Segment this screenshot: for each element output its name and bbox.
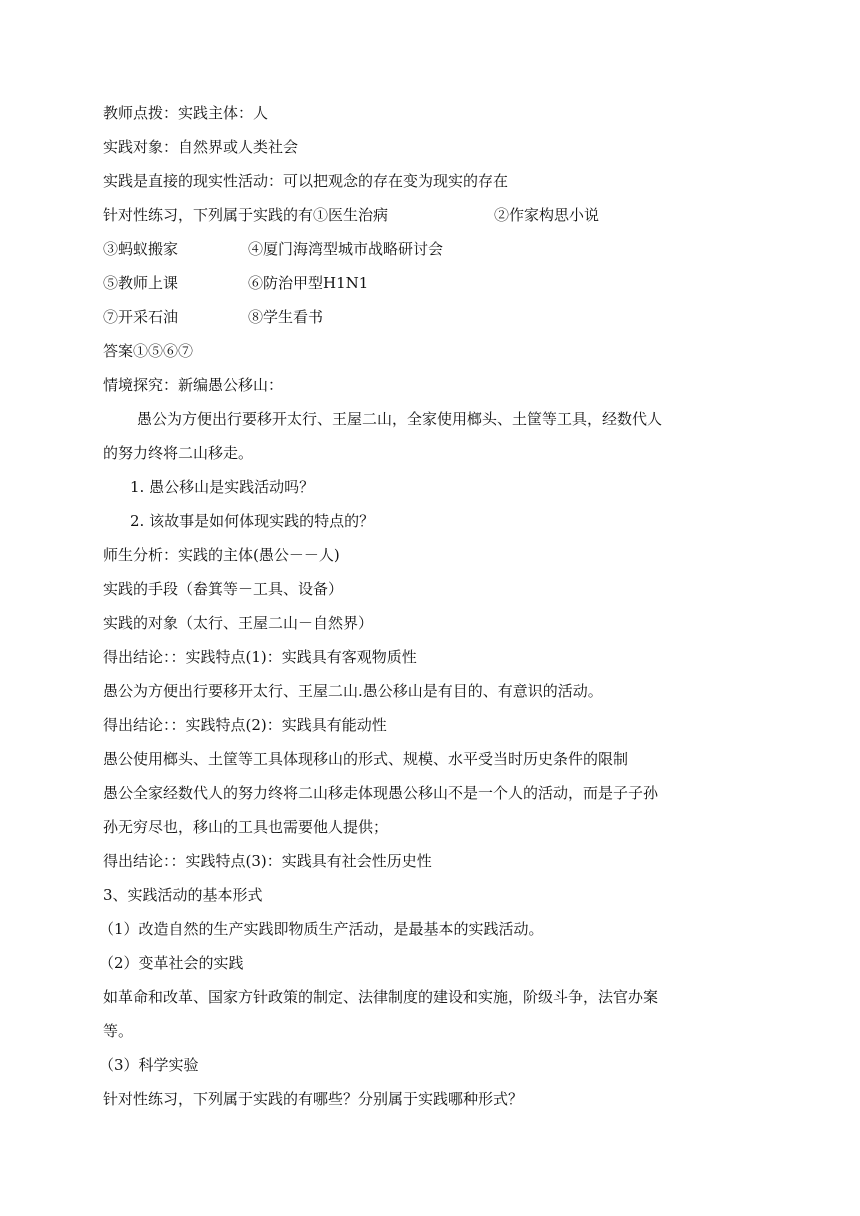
list-item: （2）变革社会的实践 xyxy=(99,954,244,972)
text-line: 师生分析：实践的主体(愚公－－人) xyxy=(103,546,340,564)
section-heading: 情境探究：新编愚公移山： xyxy=(103,376,284,394)
text-line: 愚公为方便出行要移开太行、王屋二山.愚公移山是有目的、有意识的活动。 xyxy=(103,682,603,700)
list-item: （3）科学实验 xyxy=(99,1056,199,1074)
question-item: 1. 愚公移山是实践活动吗？ xyxy=(130,478,315,496)
conclusion-line: 得出结论：：实践特点(2)：实践具有能动性 xyxy=(103,716,387,734)
exercise-row xyxy=(103,273,803,293)
exercise-row xyxy=(103,239,803,259)
exercise-option: ⑤教师上课 xyxy=(103,274,179,292)
text-line: 实践的手段（畚箕等－工具、设备） xyxy=(103,580,344,598)
text-line: 如革命和改革、国家方针政策的制定、法律制度的建设和实施，阶级斗争，法官办案 xyxy=(103,988,659,1006)
story-text: 愚公为方便出行要移开太行、王屋二山，全家使用榔头、土筐等工具，经数代人 xyxy=(137,410,663,428)
exercise-row xyxy=(103,205,803,225)
text-line: 实践的对象（太行、王屋二山－自然界） xyxy=(103,614,374,632)
exercise-option: ⑧学生看书 xyxy=(248,308,324,326)
text-line: 孙无穷尽也，移山的工具也需要他人提供； xyxy=(103,818,389,836)
text-line: 愚公使用榔头、土筐等工具体现移山的形式、规模、水平受当时历史条件的限制 xyxy=(103,750,629,768)
exercise-option: ④厦门海湾型城市战略研讨会 xyxy=(248,240,444,258)
list-item: （1）改造自然的生产实践即物质生产活动，是最基本的实践活动。 xyxy=(99,920,544,938)
text-line: 针对性练习，下列属于实践的有哪些？分别属于实践哪种形式？ xyxy=(103,1090,524,1108)
exercise-option: ⑦开采石油 xyxy=(103,308,179,326)
conclusion-line: 得出结论：：实践特点(3)：实践具有社会性历史性 xyxy=(103,852,432,870)
section-heading: 3、实践活动的基本形式 xyxy=(103,886,263,904)
text-line: 愚公全家经数代人的努力终将二山移走体现愚公移山不是一个人的活动，而是子子孙 xyxy=(103,784,659,802)
text-line: 实践是直接的现实性活动：可以把观念的存在变为现实的存在 xyxy=(103,172,509,190)
exercise-option: ②作家构思小说 xyxy=(494,206,600,224)
text-line: 等。 xyxy=(103,1022,134,1040)
conclusion-line: 得出结论：：实践特点(1)：实践具有客观物质性 xyxy=(103,648,417,666)
exercise-option: 针对性练习，下列属于实践的有①医生治病 xyxy=(103,206,389,224)
story-text: 的努力终将二山移走。 xyxy=(103,444,254,462)
text-line: 实践对象：自然界或人类社会 xyxy=(103,138,299,156)
question-item: 2. 该故事是如何体现实践的特点的？ xyxy=(130,512,375,530)
answer-line: 答案①⑤⑥⑦ xyxy=(103,342,194,360)
exercise-option: ⑥防治甲型H1N1 xyxy=(248,274,369,292)
exercise-row xyxy=(103,307,803,327)
exercise-option: ③蚂蚁搬家 xyxy=(103,240,179,258)
text-line: 教师点拨：实践主体：人 xyxy=(103,104,269,122)
